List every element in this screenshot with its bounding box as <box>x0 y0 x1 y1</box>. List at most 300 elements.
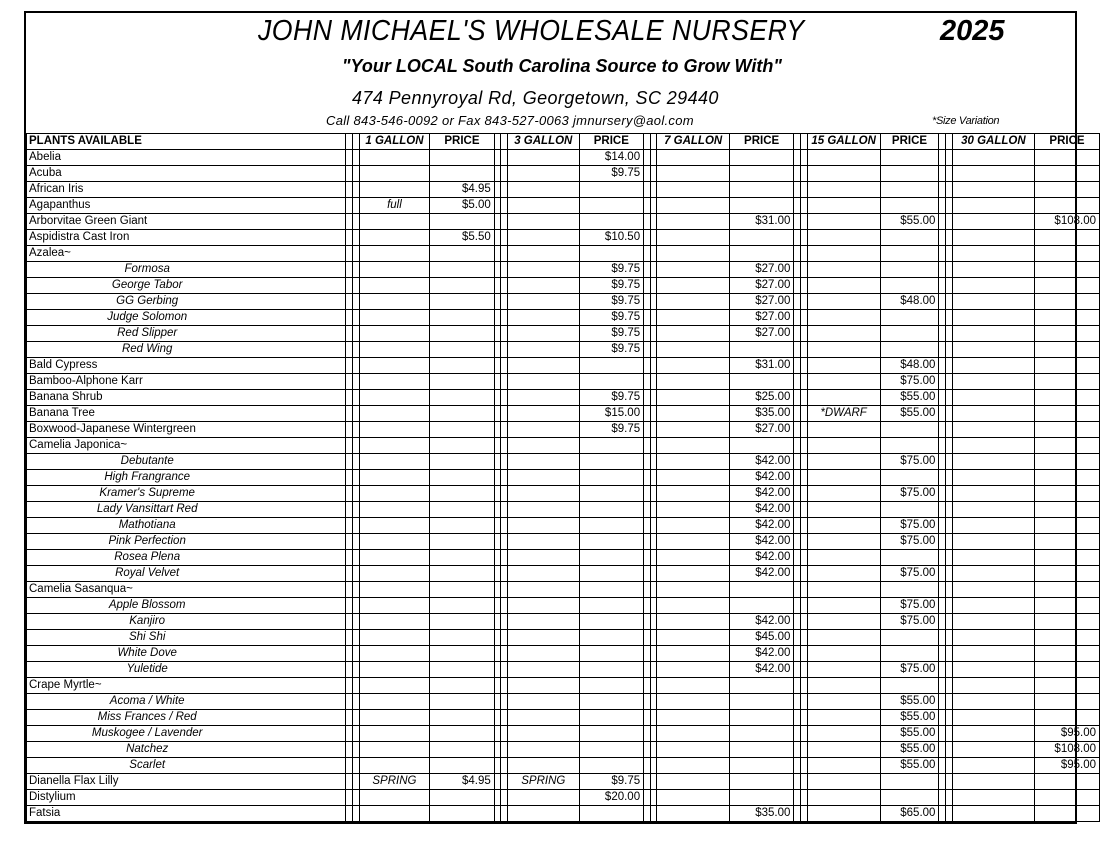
g30-note <box>952 774 1034 790</box>
g3-price <box>579 518 644 534</box>
g3-note <box>508 758 579 774</box>
g15-price: $55.00 <box>880 390 939 406</box>
plant-name: Acuba <box>27 166 346 182</box>
g1-note <box>359 454 430 470</box>
g3-note <box>508 726 579 742</box>
g7-note <box>657 278 729 294</box>
g3-note <box>508 150 579 166</box>
g1-price <box>430 518 495 534</box>
g30-price <box>1034 806 1099 822</box>
g15-note <box>807 742 880 758</box>
g3-price <box>579 694 644 710</box>
variety-name: Yuletide <box>27 662 346 678</box>
g30-note <box>952 246 1034 262</box>
table-row <box>27 790 1100 806</box>
g30-note <box>952 390 1034 406</box>
g3-price <box>579 454 644 470</box>
g3-note <box>508 742 579 758</box>
g3-note <box>508 230 579 246</box>
g7-note <box>657 486 729 502</box>
g30-note <box>952 678 1034 694</box>
g1-price <box>430 790 495 806</box>
g30-price <box>1034 262 1099 278</box>
g3-note: SPRING <box>508 774 579 790</box>
g30-price <box>1034 150 1099 166</box>
g15-price: $75.00 <box>880 566 939 582</box>
g3-note <box>508 470 579 486</box>
g3-price <box>579 534 644 550</box>
g3-note <box>508 374 579 390</box>
g7-price <box>729 726 794 742</box>
g30-note <box>952 742 1034 758</box>
g15-price: $75.00 <box>880 662 939 678</box>
variety-name: Royal Velvet <box>27 566 346 582</box>
table-row <box>27 710 1100 726</box>
g15-note <box>807 550 880 566</box>
table-row <box>27 390 1100 406</box>
g1-note <box>359 358 430 374</box>
g7-note <box>657 470 729 486</box>
g30-price <box>1034 486 1099 502</box>
g15-price <box>880 678 939 694</box>
g7-price <box>729 774 794 790</box>
g30-note <box>952 294 1034 310</box>
header-7-gallon: 7 GALLON <box>657 134 729 150</box>
g1-price <box>430 582 495 598</box>
g1-price <box>430 534 495 550</box>
g1-price <box>430 758 495 774</box>
g15-note <box>807 182 880 198</box>
g7-price: $35.00 <box>729 806 794 822</box>
g30-price <box>1034 582 1099 598</box>
g1-note <box>359 310 430 326</box>
g3-price: $9.75 <box>579 294 644 310</box>
g7-note <box>657 774 729 790</box>
g7-note <box>657 150 729 166</box>
plant-name: Aspidistra Cast Iron <box>27 230 346 246</box>
g30-note <box>952 566 1034 582</box>
g7-note <box>657 806 729 822</box>
g15-note <box>807 294 880 310</box>
g7-note <box>657 550 729 566</box>
g7-price: $42.00 <box>729 454 794 470</box>
g30-price <box>1034 294 1099 310</box>
g3-price: $10.50 <box>579 230 644 246</box>
g1-note <box>359 678 430 694</box>
plant-name: Dianella Flax Lilly <box>27 774 346 790</box>
g1-price <box>430 710 495 726</box>
g3-note <box>508 566 579 582</box>
header-30-gallon: 30 GALLON <box>952 134 1034 150</box>
plant-price-table <box>26 133 1100 822</box>
variety-name: Apple Blossom <box>27 598 346 614</box>
g7-price <box>729 742 794 758</box>
g15-note <box>807 262 880 278</box>
table-row <box>27 486 1100 502</box>
g7-note <box>657 582 729 598</box>
g7-price: $45.00 <box>729 630 794 646</box>
plant-name: Distylium <box>27 790 346 806</box>
g7-price: $42.00 <box>729 534 794 550</box>
g1-note <box>359 342 430 358</box>
g7-note <box>657 614 729 630</box>
g7-note <box>657 326 729 342</box>
g1-note <box>359 582 430 598</box>
g15-note <box>807 374 880 390</box>
table-row <box>27 726 1100 742</box>
g7-price: $42.00 <box>729 470 794 486</box>
table-row <box>27 310 1100 326</box>
g1-price: $5.50 <box>430 230 495 246</box>
g30-price <box>1034 598 1099 614</box>
g7-note <box>657 374 729 390</box>
g7-note <box>657 262 729 278</box>
g30-price <box>1034 198 1099 214</box>
g30-note <box>952 214 1034 230</box>
table-row <box>27 598 1100 614</box>
g15-price <box>880 278 939 294</box>
variety-name: High Frangrance <box>27 470 346 486</box>
table-row <box>27 214 1100 230</box>
plant-name: Camelia Japonica~ <box>27 438 346 454</box>
g15-note <box>807 630 880 646</box>
g1-price <box>430 806 495 822</box>
g3-note <box>508 710 579 726</box>
g15-note <box>807 758 880 774</box>
g30-note <box>952 150 1034 166</box>
g1-price: $4.95 <box>430 182 495 198</box>
g15-price: $55.00 <box>880 710 939 726</box>
g7-note <box>657 294 729 310</box>
g15-note <box>807 566 880 582</box>
header-price: PRICE <box>430 134 495 150</box>
g30-price <box>1034 550 1099 566</box>
g30-note <box>952 614 1034 630</box>
g30-note <box>952 230 1034 246</box>
g1-price <box>430 486 495 502</box>
header-price: PRICE <box>579 134 644 150</box>
g15-note <box>807 166 880 182</box>
g30-price <box>1034 614 1099 630</box>
g1-price <box>430 566 495 582</box>
g30-note <box>952 582 1034 598</box>
g15-price: $75.00 <box>880 534 939 550</box>
g7-note <box>657 230 729 246</box>
variety-name: Shi Shi <box>27 630 346 646</box>
g15-note <box>807 710 880 726</box>
g3-note <box>508 246 579 262</box>
g30-note <box>952 486 1034 502</box>
g7-note <box>657 726 729 742</box>
g1-price <box>430 150 495 166</box>
g1-price: $4.95 <box>430 774 495 790</box>
g15-price <box>880 326 939 342</box>
g30-price <box>1034 454 1099 470</box>
g7-note <box>657 646 729 662</box>
g15-note <box>807 518 880 534</box>
g7-price: $42.00 <box>729 614 794 630</box>
g1-price <box>430 310 495 326</box>
g1-note <box>359 230 430 246</box>
g15-note <box>807 774 880 790</box>
table-row <box>27 758 1100 774</box>
g1-note <box>359 294 430 310</box>
g30-note <box>952 422 1034 438</box>
g7-price <box>729 790 794 806</box>
left-border <box>24 11 26 111</box>
plant-name: Banana Tree <box>27 406 346 422</box>
g1-note <box>359 550 430 566</box>
g30-price <box>1034 790 1099 806</box>
g1-note <box>359 486 430 502</box>
g15-note <box>807 326 880 342</box>
g30-price <box>1034 326 1099 342</box>
plant-name: Azalea~ <box>27 246 346 262</box>
g1-note <box>359 406 430 422</box>
g7-price <box>729 598 794 614</box>
g30-price <box>1034 630 1099 646</box>
g3-note <box>508 582 579 598</box>
header-15-gallon: 15 GALLON <box>807 134 880 150</box>
g15-price: $55.00 <box>880 694 939 710</box>
g30-note <box>952 630 1034 646</box>
g3-note <box>508 614 579 630</box>
table-row <box>27 182 1100 198</box>
g30-price <box>1034 230 1099 246</box>
g1-note <box>359 710 430 726</box>
g3-price <box>579 550 644 566</box>
nursery-title: JOHN MICHAEL'S WHOLESALE NURSERY <box>258 15 805 47</box>
g1-price <box>430 614 495 630</box>
g30-price <box>1034 518 1099 534</box>
g3-price <box>579 502 644 518</box>
price-year: 2025 <box>940 15 1005 47</box>
g7-price <box>729 166 794 182</box>
g30-price <box>1034 374 1099 390</box>
g3-note <box>508 406 579 422</box>
g15-price: $55.00 <box>880 726 939 742</box>
g7-note <box>657 534 729 550</box>
g30-price <box>1034 342 1099 358</box>
g3-price: $9.75 <box>579 166 644 182</box>
g1-note <box>359 438 430 454</box>
g15-note <box>807 230 880 246</box>
g30-price <box>1034 166 1099 182</box>
g1-note <box>359 518 430 534</box>
g1-note <box>359 166 430 182</box>
g3-note <box>508 662 579 678</box>
table-row <box>27 774 1100 790</box>
g1-note <box>359 150 430 166</box>
g15-note <box>807 646 880 662</box>
g30-price <box>1034 278 1099 294</box>
g30-price <box>1034 710 1099 726</box>
g3-note <box>508 182 579 198</box>
plant-name: Bald Cypress <box>27 358 346 374</box>
g15-price <box>880 262 939 278</box>
g3-note <box>508 326 579 342</box>
g3-note <box>508 502 579 518</box>
g3-note <box>508 598 579 614</box>
g1-price <box>430 358 495 374</box>
g3-note <box>508 486 579 502</box>
g3-note <box>508 454 579 470</box>
g1-note <box>359 182 430 198</box>
address: 474 Pennyroyal Rd, Georgetown, SC 29440 <box>352 88 719 108</box>
g15-price <box>880 438 939 454</box>
g7-note <box>657 758 729 774</box>
g1-note <box>359 646 430 662</box>
plant-name: Bamboo-Alphone Karr <box>27 374 346 390</box>
table-row <box>27 630 1100 646</box>
g3-price <box>579 614 644 630</box>
g30-note <box>952 326 1034 342</box>
g15-note <box>807 470 880 486</box>
g1-price <box>430 502 495 518</box>
g30-note <box>952 790 1034 806</box>
g3-note <box>508 646 579 662</box>
g15-price <box>880 550 939 566</box>
table-row <box>27 342 1100 358</box>
table-row <box>27 230 1100 246</box>
g3-price <box>579 710 644 726</box>
contact-line: Call 843-546-0092 or Fax 843-527-0063 jmnursery@aol.com <box>326 113 694 128</box>
table-row <box>27 742 1100 758</box>
table-row <box>27 470 1100 486</box>
g1-price <box>430 262 495 278</box>
g30-note <box>952 358 1034 374</box>
g3-price <box>579 470 644 486</box>
g1-note <box>359 278 430 294</box>
g7-note <box>657 518 729 534</box>
plant-name: Boxwood-Japanese Wintergreen <box>27 422 346 438</box>
g30-price: $108.00 <box>1034 742 1099 758</box>
g1-note <box>359 598 430 614</box>
g1-note <box>359 742 430 758</box>
table-row <box>27 614 1100 630</box>
g15-note <box>807 694 880 710</box>
g3-note <box>508 694 579 710</box>
g7-price <box>729 342 794 358</box>
g1-note <box>359 758 430 774</box>
g15-note <box>807 390 880 406</box>
table-row <box>27 294 1100 310</box>
g7-price <box>729 246 794 262</box>
g30-note <box>952 518 1034 534</box>
variety-name: Kramer's Supreme <box>27 486 346 502</box>
g3-note <box>508 550 579 566</box>
table-row <box>27 262 1100 278</box>
variety-name: Formosa <box>27 262 346 278</box>
g30-price: $95.00 <box>1034 758 1099 774</box>
g3-price <box>579 806 644 822</box>
g30-price <box>1034 390 1099 406</box>
g1-price <box>430 438 495 454</box>
g1-price <box>430 246 495 262</box>
variety-name: Muskogee / Lavender <box>27 726 346 742</box>
g30-price <box>1034 678 1099 694</box>
g15-note <box>807 358 880 374</box>
g1-price <box>430 550 495 566</box>
g30-note <box>952 758 1034 774</box>
g15-note <box>807 614 880 630</box>
g1-note <box>359 790 430 806</box>
g7-price: $42.00 <box>729 550 794 566</box>
g30-price <box>1034 502 1099 518</box>
g30-price <box>1034 182 1099 198</box>
g15-price <box>880 166 939 182</box>
g1-note <box>359 694 430 710</box>
g1-price <box>430 406 495 422</box>
table-row <box>27 150 1100 166</box>
g15-price: $55.00 <box>880 406 939 422</box>
size-variation-note: *Size Variation <box>932 115 1000 127</box>
g30-note <box>952 262 1034 278</box>
g15-note <box>807 342 880 358</box>
g30-price <box>1034 566 1099 582</box>
g1-price <box>430 662 495 678</box>
g7-note <box>657 246 729 262</box>
g7-note <box>657 790 729 806</box>
g30-note <box>952 534 1034 550</box>
g7-price <box>729 438 794 454</box>
g15-price <box>880 150 939 166</box>
header-price: PRICE <box>880 134 939 150</box>
g1-price <box>430 374 495 390</box>
g30-price <box>1034 246 1099 262</box>
g3-note <box>508 278 579 294</box>
g15-price <box>880 230 939 246</box>
header-price: PRICE <box>1034 134 1099 150</box>
g7-note <box>657 406 729 422</box>
g30-price: $95.00 <box>1034 726 1099 742</box>
g1-note <box>359 470 430 486</box>
g30-note <box>952 454 1034 470</box>
table-row <box>27 582 1100 598</box>
g30-note <box>952 502 1034 518</box>
g3-note <box>508 342 579 358</box>
g30-note <box>952 646 1034 662</box>
g30-note <box>952 710 1034 726</box>
g7-price <box>729 374 794 390</box>
g7-note <box>657 310 729 326</box>
g1-price <box>430 678 495 694</box>
table-row <box>27 198 1100 214</box>
g30-price <box>1034 662 1099 678</box>
table-row <box>27 358 1100 374</box>
table-header-row <box>27 134 1100 150</box>
variety-name: Red Wing <box>27 342 346 358</box>
variety-name: GG Gerbing <box>27 294 346 310</box>
g1-note <box>359 246 430 262</box>
g3-price: $9.75 <box>579 310 644 326</box>
g30-note <box>952 406 1034 422</box>
g15-price: $75.00 <box>880 614 939 630</box>
table-row <box>27 374 1100 390</box>
g7-note <box>657 742 729 758</box>
g3-note <box>508 294 579 310</box>
g3-price: $15.00 <box>579 406 644 422</box>
variety-name: Miss Frances / Red <box>27 710 346 726</box>
g15-price <box>880 582 939 598</box>
g3-price <box>579 742 644 758</box>
g3-price: $9.75 <box>579 774 644 790</box>
g3-note <box>508 214 579 230</box>
g3-price <box>579 486 644 502</box>
g15-note <box>807 454 880 470</box>
g30-note <box>952 438 1034 454</box>
g1-note <box>359 214 430 230</box>
